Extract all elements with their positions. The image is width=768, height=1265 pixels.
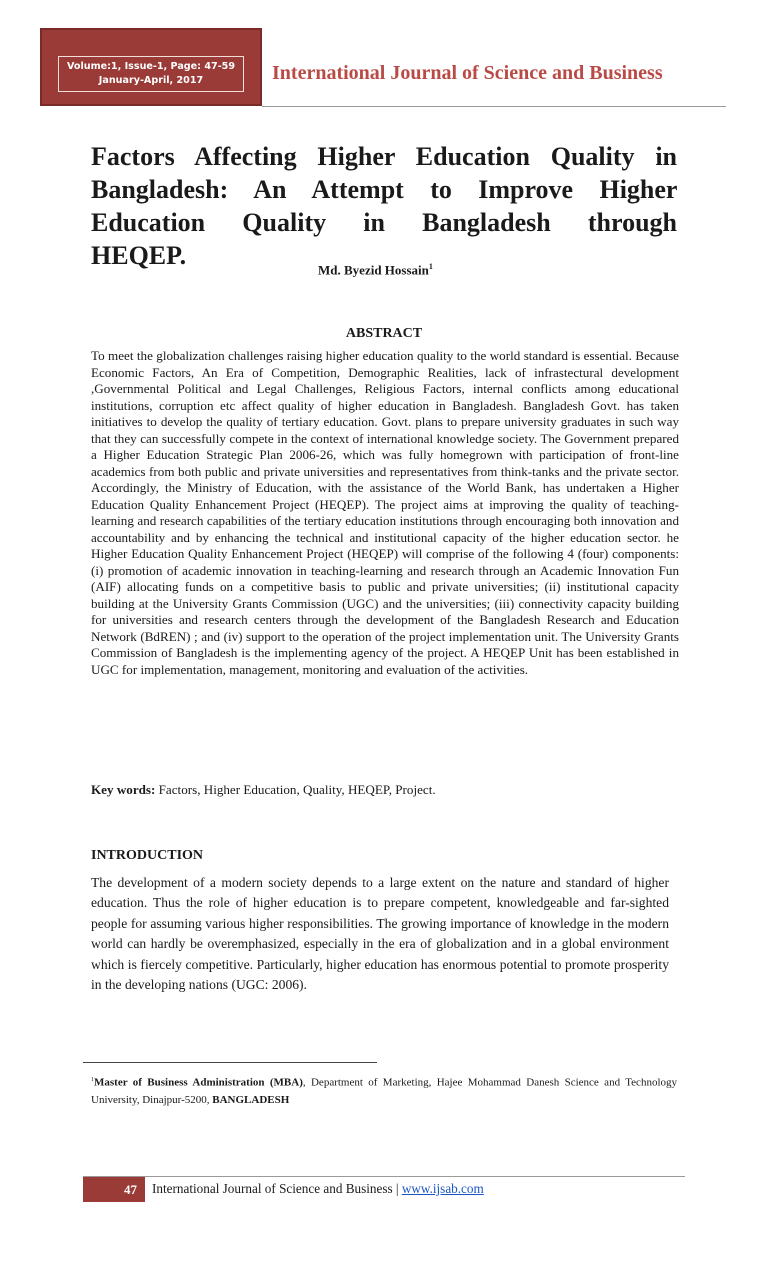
abstract-heading: ABSTRACT <box>345 326 423 341</box>
footnote-degree: Master of Business Administration (MBA) <box>94 1076 303 1089</box>
footnote-affiliation: , Department of Marketing, Hajee Mohammad Danesh Science and Technology University, Dinajpur-5200, <box>91 1076 678 1106</box>
footer-separator: | <box>392 1181 402 1196</box>
issue-info <box>58 56 244 92</box>
title-line: Factors Affecting Higher Education Quality in <box>91 142 677 171</box>
keywords-label: Key words: <box>91 782 156 797</box>
journal-title: International Journal of Science and Business <box>272 62 663 84</box>
header-divider <box>262 106 726 107</box>
footer-journal: International Journal of Science and Business <box>152 1181 393 1196</box>
abstract-text: To meet the globalization challenges raising higher education quality to the world standard is essential. Because Economic Factors, An Era of Competition, Demographic Realities, lack of infrastectural development ,Governmental Political and Legal Challenges, Religious Factors, internal conflicts among educational institutions, corruption etc affect quality of higher education in Bangladesh. Bangladesh Govt. has taken initiatives to develop the quality of tertiary education. Govt. plans to prepare university graduates in such way that they can successfully compete in the context of international knowledge society. The Government prepared a Higher Education Strategic Plan 2006-26, which was fully homegrown with participation of front-line academics from both public and private universities and representatives from think-tanks and the private sector. Accordingly, the Ministry of Education, with the assistance of the World Bank, has undertaken a Higher Education Quality Enhancement Project (HEQEP). The project aims at improving the quality of teaching-learning and research capabilities of the tertiary education institutions through encouraging both innovation and accountability and by enhancing the technical and institutional capacity of the higher education sector. he Higher Education Quality Enhancement Project (HEQEP) will comprise of the following 4 (four) components: (i) promotion of academic innovation in teaching-learning and research through an Academic Innovation Fun (AIF) allocating funds on a competitive basis to public and private universities; (ii) institutional capacity building at the University Grants Commission (UGC) and the universities; (iii) connectivity capacity building for universities and research centers through the development of the Bangladesh Research and Education Network (BdREN) ; and (iv) support to the operation of the project implementation unit. The University Grants Commission of Bangladesh is the implementing agency of the project. A HEQEP Unit has been established in UGC for implementation, management, monitoring and evaluation of the activities. <box>91 348 679 677</box>
title-line: Bangladesh: An Attempt to Improve Higher <box>91 175 677 204</box>
introduction-heading: INTRODUCTION <box>91 848 204 863</box>
keywords <box>91 782 436 798</box>
title-line: HEQEP. <box>91 241 187 270</box>
footer-divider <box>83 1176 685 1177</box>
footnote-divider <box>83 1062 377 1063</box>
volume-line: Volume:1, Issue-1, Page: 47-59 <box>66 61 236 72</box>
article-title <box>91 140 677 272</box>
page-number: 47 <box>83 1177 145 1202</box>
author-text: Md. Byezid Hossain <box>318 262 429 278</box>
introduction-text: The development of a modern society depends to a large extent on the nature and standard of higher education. Thus the role of higher education is to prepare competent, knowledgeable and far-sighted people for assuming various higher responsibilities. The growing importance of knowledge in the modern world can hardly be overemphasized, especially in the era of globalization and in a global environment which is fiercely competitive. Particularly, higher education has enormous potential to promote prosperity in the developing nations (UGC: 2006). <box>91 875 669 993</box>
journal-website-link[interactable]: www.ijsab.com <box>401 1181 484 1196</box>
footnote <box>91 1072 677 1109</box>
keywords-text: Factors, Higher Education, Quality, HEQEP, Project. <box>155 782 436 797</box>
footer-citation <box>152 1181 484 1197</box>
footnote-mark: 1 <box>91 1077 94 1083</box>
footnote-country: BANGLADESH <box>212 1093 290 1106</box>
author-name <box>318 262 433 278</box>
author-footnote-mark: 1 <box>428 262 433 271</box>
journal-header-box <box>40 28 262 106</box>
date-line: January-April, 2017 <box>98 75 204 86</box>
title-line: Education Quality in Bangladesh through <box>91 208 677 237</box>
